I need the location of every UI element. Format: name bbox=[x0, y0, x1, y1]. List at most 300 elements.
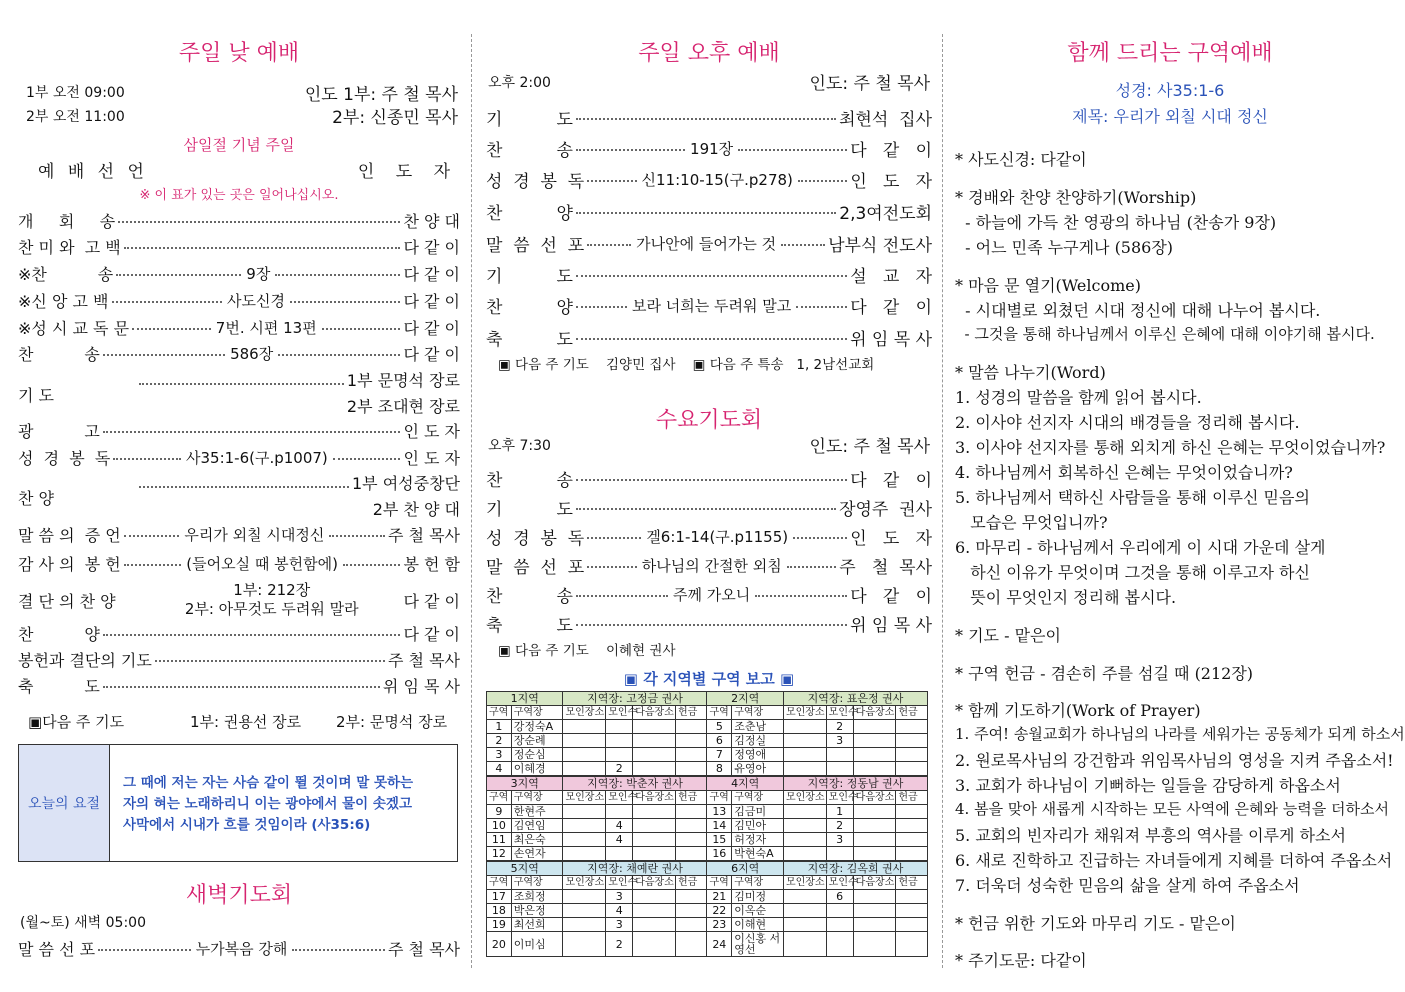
guide-line: - 하늘에 가득 찬 영광의 하나님 (찬송가 9장) bbox=[955, 213, 1277, 232]
table-cell: 최선희 bbox=[511, 918, 563, 932]
column-header: 헌금 bbox=[675, 706, 707, 720]
order-right: 주 철 목사 bbox=[839, 557, 933, 578]
table-cell: 18 bbox=[487, 904, 512, 918]
order-mid: 하나님의 간절한 외침 bbox=[641, 556, 782, 575]
region-header: 지역장: 표은정 권사 bbox=[783, 692, 927, 706]
table-cell bbox=[633, 890, 676, 904]
table-cell: 김연임 bbox=[511, 819, 563, 833]
order-label: 기 도 bbox=[486, 109, 573, 130]
order-label: 말 씀 선 포 bbox=[486, 557, 585, 578]
order-item bbox=[18, 445, 460, 469]
table-cell bbox=[675, 904, 707, 918]
wednesday-next: ▣ 다음 주 기도 이혜현 권사 bbox=[498, 643, 676, 659]
order-label: 감 사 의 봉 헌 bbox=[18, 554, 121, 574]
order-item bbox=[18, 418, 460, 442]
order-label: 성 경 봉 독 bbox=[18, 448, 111, 468]
column-header: 구역 bbox=[707, 706, 732, 720]
order-right: 인 도 자 bbox=[850, 171, 933, 192]
order-mid: (들어오실 때 봉헌함에) bbox=[186, 554, 338, 573]
table-cell: 12 bbox=[487, 847, 512, 861]
table-cell: 손연자 bbox=[511, 847, 563, 861]
order-right: 위 임 목 사 bbox=[850, 329, 932, 350]
table-row bbox=[487, 734, 928, 748]
order-item bbox=[18, 471, 460, 523]
table-cell: 4 bbox=[606, 833, 633, 847]
leader2: 2부: 신종민 목사 bbox=[332, 108, 458, 128]
table-cell bbox=[896, 918, 928, 932]
order-label: 찬 송 bbox=[486, 470, 573, 491]
table-cell: 1 bbox=[487, 720, 512, 734]
table-cell bbox=[563, 734, 606, 748]
table-cell bbox=[783, 918, 826, 932]
order-item bbox=[18, 208, 460, 232]
table-cell bbox=[783, 847, 826, 861]
table-cell bbox=[783, 932, 826, 957]
table-cell bbox=[896, 904, 928, 918]
order-label: 성 경 봉 독 bbox=[486, 528, 585, 549]
prayer-leader-1: 1부 문명석 장로 bbox=[346, 371, 460, 390]
table-cell bbox=[606, 720, 633, 734]
column-header: 다음장소 bbox=[633, 791, 676, 805]
sunday-morning-column bbox=[18, 0, 460, 992]
order-label: 축 도 bbox=[486, 615, 573, 636]
table-cell: 6 bbox=[707, 734, 732, 748]
table-cell bbox=[853, 720, 896, 734]
table-cell bbox=[853, 932, 896, 957]
column-header: 구역장 bbox=[732, 876, 784, 890]
table-cell: 이혜경 bbox=[511, 762, 563, 776]
column-header: 구역장 bbox=[511, 876, 563, 890]
order-label: 찬 송 bbox=[18, 344, 100, 364]
choir-2: 2부 찬 양 대 bbox=[372, 500, 460, 519]
table-cell bbox=[563, 932, 606, 957]
guide-line: * 마음 문 열기(Welcome) bbox=[955, 276, 1141, 295]
region-header: 3지역 bbox=[487, 777, 563, 791]
region-table bbox=[486, 776, 928, 861]
verse-line: 자의 혀는 노래하리니 이는 광야에서 물이 솟겠고 bbox=[123, 796, 413, 812]
column-header: 헌금 bbox=[896, 876, 928, 890]
decision-hymn-1: 1부: 212장 bbox=[233, 581, 311, 599]
sunday-afternoon-column bbox=[486, 0, 932, 992]
column-header: 모인장소 bbox=[783, 706, 826, 720]
order-item bbox=[18, 315, 460, 339]
table-cell bbox=[783, 833, 826, 847]
table-cell bbox=[675, 748, 707, 762]
table-cell bbox=[633, 762, 676, 776]
table-cell: 11 bbox=[487, 833, 512, 847]
table-cell: 1 bbox=[826, 805, 853, 819]
table-cell bbox=[826, 762, 853, 776]
table-cell: 3 bbox=[826, 734, 853, 748]
table-cell: 이미심 bbox=[511, 932, 563, 957]
order-label: 축 도 bbox=[486, 329, 573, 350]
table-cell bbox=[826, 847, 853, 861]
table-cell bbox=[853, 805, 896, 819]
wednesday-time: 오후 7:30 bbox=[488, 438, 551, 454]
column-header: 모인장소 bbox=[783, 876, 826, 890]
order-right: 다 같 이 bbox=[850, 297, 932, 318]
table-cell: 이신홍 서영선 bbox=[732, 932, 784, 957]
next-prayer-1: 1부: 권용선 장로 bbox=[190, 713, 302, 731]
order-right: 다 같 이 bbox=[403, 344, 461, 364]
sermon-subject: 제목: 우리가 외칠 시대 정신 bbox=[1072, 107, 1268, 126]
table-cell bbox=[606, 847, 633, 861]
table-cell bbox=[896, 805, 928, 819]
table-cell bbox=[853, 890, 896, 904]
order-item bbox=[486, 135, 932, 161]
service1-time: 1부 오전 09:00 bbox=[26, 85, 125, 101]
order-item bbox=[18, 647, 460, 671]
table-cell: 3 bbox=[487, 748, 512, 762]
guide-line: * 헌금 위한 기도와 마무리 기도 - 맡은이 bbox=[955, 914, 1236, 933]
table-cell bbox=[853, 734, 896, 748]
table-cell bbox=[675, 734, 707, 748]
table-cell bbox=[563, 805, 606, 819]
special-sunday: 삼일절 기념 주일 bbox=[183, 136, 295, 154]
table-cell: 17 bbox=[487, 890, 512, 904]
region-header: 5지역 bbox=[487, 862, 563, 876]
table-cell: 2 bbox=[826, 819, 853, 833]
table-cell: 16 bbox=[707, 847, 732, 861]
order-label: 기 도 bbox=[18, 385, 54, 405]
column-header: 헌금 bbox=[675, 876, 707, 890]
region-header: 6지역 bbox=[707, 862, 783, 876]
table-cell: 5 bbox=[707, 720, 732, 734]
order-right: 다 같 이 bbox=[403, 237, 460, 257]
guide-line: 4. 봄을 맞아 새롭게 시작하는 모든 사역에 은혜와 능력을 더하소서 bbox=[955, 800, 1389, 818]
order-right: 다 같 이 bbox=[403, 264, 460, 284]
table-cell: 3 bbox=[826, 833, 853, 847]
order-right: 다 같 이 bbox=[850, 470, 932, 491]
table-cell: 김정실 bbox=[732, 734, 784, 748]
guide-line: * 함께 기도하기(Work of Prayer) bbox=[955, 701, 1201, 720]
order-item bbox=[18, 341, 460, 365]
next-prayer-label: ▣다음 주 기도 bbox=[28, 713, 125, 731]
table-cell bbox=[783, 748, 826, 762]
guide-line: - 어느 민족 누구게나 (586장) bbox=[955, 238, 1174, 257]
wednesday-leader: 인도: 주 철 목사 bbox=[809, 437, 930, 457]
guide-line: 5. 하나님께서 택하신 사람들을 통해 이루신 믿음의 bbox=[955, 488, 1310, 507]
table-cell bbox=[675, 805, 707, 819]
table-cell: 4 bbox=[487, 762, 512, 776]
leader1: 인도 1부: 주 철 목사 bbox=[304, 85, 458, 105]
order-label: 찬 미 와 고 백 bbox=[18, 237, 121, 257]
guide-line: * 사도신경: 다같이 bbox=[955, 150, 1087, 169]
table-cell bbox=[896, 762, 928, 776]
table-cell bbox=[563, 847, 606, 861]
table-cell: 강정숙A bbox=[511, 720, 563, 734]
table-cell bbox=[783, 890, 826, 904]
table-cell bbox=[633, 918, 676, 932]
order-label: 말 씀 선 포 bbox=[18, 939, 96, 959]
order-label: 축 도 bbox=[18, 676, 100, 696]
region-header: 지역장: 박춘자 권사 bbox=[563, 777, 707, 791]
verse-line: 사막에서 시내가 흐를 것임이라 (사35:6) bbox=[123, 817, 371, 833]
table-row bbox=[487, 762, 928, 776]
guide-line: 하신 이유가 무엇이며 그것을 통해 이루고자 하신 bbox=[955, 563, 1310, 582]
order-item bbox=[486, 523, 932, 549]
table-cell bbox=[783, 904, 826, 918]
table-cell: 24 bbox=[707, 932, 732, 957]
column-header: 구역 bbox=[487, 876, 512, 890]
table-cell: 김미정 bbox=[732, 890, 784, 904]
column-header: 헌금 bbox=[675, 791, 707, 805]
leader-dots bbox=[139, 383, 344, 385]
column-divider bbox=[471, 34, 472, 968]
table-row bbox=[487, 904, 928, 918]
table-cell: 조춘남 bbox=[732, 720, 784, 734]
order-mid: 586장 bbox=[230, 344, 274, 363]
order-right: 인 도 자 bbox=[850, 528, 932, 549]
column-header: 구역 bbox=[487, 706, 512, 720]
order-right: 주 철 목사 bbox=[388, 939, 460, 959]
table-cell bbox=[633, 734, 676, 748]
guide-line: 뜻이 무엇인지 정리해 봅시다. bbox=[955, 588, 1177, 607]
column-header: 모인수 bbox=[606, 791, 633, 805]
order-item bbox=[486, 261, 932, 287]
order-right: 주 철 목사 bbox=[388, 650, 460, 670]
table-cell bbox=[633, 847, 676, 861]
column-header: 모인수 bbox=[826, 876, 853, 890]
table-cell bbox=[853, 904, 896, 918]
order-mid: 191장 bbox=[690, 139, 734, 158]
table-cell bbox=[606, 734, 633, 748]
order-right: 위 임 목 사 bbox=[382, 676, 460, 696]
order-item bbox=[486, 230, 932, 256]
table-cell bbox=[826, 932, 853, 957]
table-cell bbox=[826, 918, 853, 932]
guide-line: 1. 성경의 말씀을 함께 읽어 봅시다. bbox=[955, 388, 1202, 407]
table-row bbox=[487, 932, 928, 957]
table-cell bbox=[563, 890, 606, 904]
table-cell bbox=[563, 918, 606, 932]
table-cell bbox=[853, 819, 896, 833]
table-cell: 4 bbox=[606, 819, 633, 833]
order-right: 장영주 권사 bbox=[839, 499, 932, 520]
guide-line: 2. 이사야 선지자 시대의 배경들을 정리해 봅시다. bbox=[955, 413, 1300, 432]
table-cell bbox=[853, 833, 896, 847]
order-mid: 가나안에 들어가는 것 bbox=[636, 234, 777, 253]
column-header: 다음장소 bbox=[633, 876, 676, 890]
table-row bbox=[487, 918, 928, 932]
order-item bbox=[18, 261, 460, 285]
afternoon-time: 오후 2:00 bbox=[488, 75, 551, 91]
verse-label: 오늘의 요절 bbox=[19, 745, 110, 861]
table-cell: 이해현 bbox=[732, 918, 784, 932]
column-header: 다음장소 bbox=[853, 706, 896, 720]
order-mid: 보라 너희는 두려워 말고 bbox=[631, 296, 792, 315]
table-cell bbox=[606, 748, 633, 762]
table-cell: 조희정 bbox=[511, 890, 563, 904]
table-cell: 8 bbox=[707, 762, 732, 776]
dawn-time: (월~토) 새벽 05:00 bbox=[20, 915, 146, 931]
table-cell bbox=[633, 904, 676, 918]
table-cell bbox=[896, 833, 928, 847]
order-label: ※신 앙 고 백 bbox=[18, 291, 109, 311]
table-cell: 23 bbox=[707, 918, 732, 932]
wednesday-title: 수요기도회 bbox=[655, 408, 763, 433]
guide-line: 7. 더욱더 성숙한 믿음의 삶을 살게 하여 주옵소서 bbox=[955, 876, 1300, 895]
table-cell bbox=[633, 932, 676, 957]
order-item bbox=[18, 522, 460, 546]
order-label: 결 단 의 찬 양 bbox=[18, 591, 116, 611]
column-header: 구역 bbox=[707, 876, 732, 890]
leader-dots bbox=[139, 486, 349, 488]
order-item bbox=[18, 551, 460, 575]
dawn-prayer-title: 새벽기도회 bbox=[185, 883, 293, 908]
order-label: 찬 양 bbox=[486, 297, 573, 318]
column-header: 구역 bbox=[487, 791, 512, 805]
choir-1: 1부 여성중창단 bbox=[351, 474, 460, 493]
table-cell: 허정자 bbox=[732, 833, 784, 847]
verse-box bbox=[18, 744, 458, 862]
table-cell: 20 bbox=[487, 932, 512, 957]
column-header: 구역장 bbox=[511, 706, 563, 720]
table-cell bbox=[896, 748, 928, 762]
order-right: 봉 헌 함 bbox=[403, 554, 461, 574]
column-header: 구역장 bbox=[732, 791, 784, 805]
table-cell bbox=[896, 720, 928, 734]
order-item bbox=[486, 581, 932, 607]
table-cell bbox=[633, 805, 676, 819]
column-header: 헌금 bbox=[896, 791, 928, 805]
order-right: 남부식 전도사 bbox=[828, 235, 933, 256]
column-header: 모인수 bbox=[606, 876, 633, 890]
table-cell: 3 bbox=[606, 918, 633, 932]
order-item bbox=[18, 580, 460, 620]
table-cell bbox=[675, 890, 707, 904]
order-mid: 신11:10-15(구.p278) bbox=[641, 170, 793, 189]
header-right: 인 도 자 bbox=[357, 162, 458, 182]
table-cell bbox=[853, 847, 896, 861]
order-right: 설 교 자 bbox=[850, 266, 932, 287]
order-right: 주 철 목사 bbox=[388, 525, 461, 545]
afternoon-title: 주일 오후 예배 bbox=[638, 41, 780, 66]
guide-line: 2. 원로목사님의 강건함과 위임목사님의 영성을 지켜 주옵소서! bbox=[955, 751, 1394, 770]
table-cell bbox=[675, 720, 707, 734]
table-cell: 이옥순 bbox=[732, 904, 784, 918]
table-cell: 2 bbox=[487, 734, 512, 748]
order-item bbox=[486, 292, 932, 318]
order-mid: 누가복음 강해 bbox=[195, 939, 288, 958]
table-cell bbox=[896, 847, 928, 861]
region-header: 지역장: 고정금 권사 bbox=[563, 692, 707, 706]
order-item bbox=[486, 494, 932, 520]
table-cell: 장순례 bbox=[511, 734, 563, 748]
table-cell bbox=[563, 720, 606, 734]
table-row bbox=[487, 890, 928, 904]
table-cell: 유영아 bbox=[732, 762, 784, 776]
afternoon-leader: 인도: 주 철 목사 bbox=[809, 74, 930, 94]
table-cell: 6 bbox=[826, 890, 853, 904]
table-cell bbox=[853, 918, 896, 932]
table-cell bbox=[826, 748, 853, 762]
table-cell bbox=[783, 819, 826, 833]
table-cell bbox=[563, 819, 606, 833]
scripture: 성경: 사35:1-6 bbox=[1115, 81, 1225, 100]
guide-line: 모습은 무엇입니까? bbox=[955, 513, 1108, 532]
table-cell bbox=[563, 833, 606, 847]
order-label: 말 씀 의 증 언 bbox=[18, 525, 121, 545]
order-right: 위 임 목 사 bbox=[850, 615, 932, 636]
table-cell bbox=[783, 805, 826, 819]
region-header: 지역장: 채예란 권사 bbox=[563, 862, 707, 876]
order-item bbox=[486, 324, 932, 350]
next-prayer-2: 2부: 문명석 장로 bbox=[336, 713, 448, 731]
table-cell: 김금미 bbox=[732, 805, 784, 819]
header-left: 예 배 선 언 bbox=[38, 162, 148, 182]
order-mid: 7번. 시편 13편 bbox=[215, 318, 317, 337]
table-cell bbox=[633, 748, 676, 762]
region-header: 지역장: 김옥희 권사 bbox=[783, 862, 927, 876]
table-cell: 2 bbox=[606, 762, 633, 776]
table-cell: 정영애 bbox=[732, 748, 784, 762]
guide-line: * 구역 헌금 - 겸손히 주를 섬길 때 (212장) bbox=[955, 664, 1254, 683]
table-cell: 2 bbox=[826, 720, 853, 734]
guide-line: - 그것을 통해 하나님께서 이루신 은혜에 대해 이야기해 봅시다. bbox=[955, 325, 1375, 343]
table-cell: 김민아 bbox=[732, 819, 784, 833]
order-right: 인 도 자 bbox=[403, 448, 460, 468]
table-row bbox=[487, 819, 928, 833]
region-header: 1지역 bbox=[487, 692, 563, 706]
order-item bbox=[486, 198, 932, 224]
column-header: 모인장소 bbox=[563, 876, 606, 890]
order-item bbox=[486, 166, 932, 192]
order-item bbox=[486, 465, 932, 491]
guide-line: 1. 주여! 송월교회가 하나님의 나라를 세워가는 공동체가 되게 하소서 bbox=[955, 725, 1405, 743]
table-cell bbox=[675, 918, 707, 932]
column-header: 헌금 bbox=[896, 706, 928, 720]
column-header: 구역장 bbox=[511, 791, 563, 805]
order-label: 개 회 송 bbox=[18, 211, 116, 231]
guide-line: 3. 교회가 하나님이 기뻐하는 일들을 감당하게 하옵소서 bbox=[955, 776, 1341, 795]
table-cell: 최은숙 bbox=[511, 833, 563, 847]
order-item bbox=[18, 288, 460, 312]
table-cell: 박현숙A bbox=[732, 847, 784, 861]
guide-line: 6. 새로 진학하고 진급하는 자녀들에게 지혜를 더하여 주옵소서 bbox=[955, 851, 1393, 870]
guide-line: 3. 이사야 선지자를 통해 외치게 하신 은혜는 무엇이었습니까? bbox=[955, 438, 1386, 457]
table-cell: 2 bbox=[606, 932, 633, 957]
table-cell: 4 bbox=[606, 904, 633, 918]
order-mid: 9장 bbox=[246, 264, 271, 283]
order-label: ※찬 송 bbox=[18, 264, 114, 284]
order-right: 다 같 이 bbox=[403, 591, 460, 611]
standing-note: ※ 이 표가 있는 곳은 일어나십시오. bbox=[139, 188, 339, 203]
table-cell bbox=[563, 748, 606, 762]
table-cell bbox=[606, 805, 633, 819]
table-cell: 22 bbox=[707, 904, 732, 918]
column-header: 모인수 bbox=[826, 706, 853, 720]
column-header: 다음장소 bbox=[853, 791, 896, 805]
order-right: 다 같 이 bbox=[850, 586, 932, 607]
table-cell: 박은정 bbox=[511, 904, 563, 918]
column-header: 모인장소 bbox=[563, 706, 606, 720]
table-cell: 7 bbox=[707, 748, 732, 762]
order-label: 찬 양 bbox=[18, 488, 54, 508]
order-item bbox=[18, 368, 460, 420]
order-right: 2,3여전도회 bbox=[839, 203, 932, 224]
order-label: 봉헌과 결단의 기도 bbox=[18, 650, 152, 670]
table-cell: 9 bbox=[487, 805, 512, 819]
column-header: 구역장 bbox=[732, 706, 784, 720]
region-table bbox=[486, 691, 928, 776]
order-label: 찬 양 bbox=[486, 203, 573, 224]
table-row bbox=[487, 805, 928, 819]
table-cell: 정순심 bbox=[511, 748, 563, 762]
order-item bbox=[18, 936, 460, 960]
order-label: 찬 송 bbox=[486, 140, 573, 161]
column-header: 구역 bbox=[707, 791, 732, 805]
